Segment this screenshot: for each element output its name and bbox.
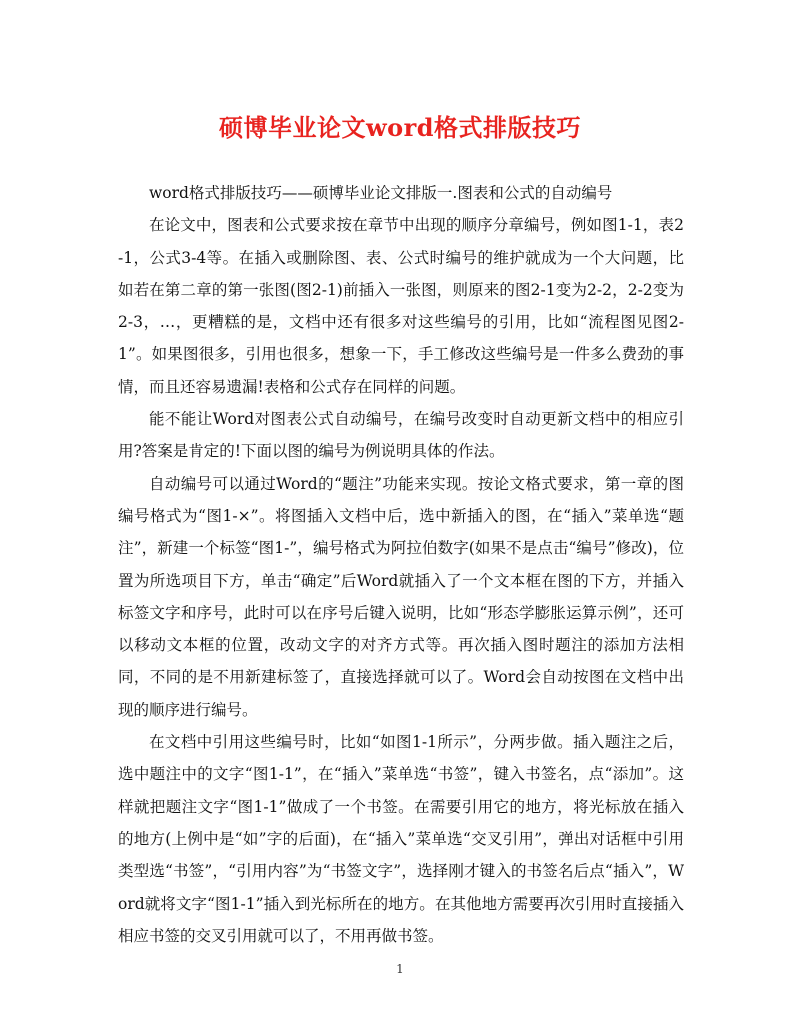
paragraph: 在文档中引用这些编号时，比如“如图1-1所示”，分两步做。插入题注之后，选中题注中的文字“图1-1”，在“插入”菜单选“书签”，键入书签名，点“添加”。这样就把题注文字“图1-1”做成了一个书签。在需要引用它的地方，将光标放在插入的地方(上例中是“如”字的后面)，在“插入”菜单选“交叉引用”，弹出对话框中引用类型选“书签”，“引用内容”为“书签文字”，选择刚才键入的书签名后点“插入”，Word就将文字“图1-1”插入到光标所在的地方。在其他地方需要再次引用时直接插入相应书签的交叉引用就可以了，不用再做书签。 — [118, 733, 684, 945]
paragraph: 自动编号可以通过Word的“题注”功能来实现。按论文格式要求，第一章的图编号格式为“图1-×”。将图插入文档中后，选中新插入的图，在“插入”菜单选“题注”，新建一个标签“图1-”，编号格式为阿拉伯数字(如果不是点击“编号”修改)，位置为所选项目下方，单击“确定”后Word就插入了一个文本框在图的下方，并插入标签文字和序号，此时可以在序号后键入说明，比如“形态学膨胀运算示例”，还可以移动文本框的位置，改动文字的对齐方式等。再次插入图时题注的添加方法相同，不同的是不用新建标签了，直接选择就可以了。Word会自动按图在文档中出现的顺序进行编号。 — [118, 474, 684, 719]
document-title: 硕博毕业论文word格式排版技巧 — [218, 113, 582, 142]
document-body — [118, 177, 684, 952]
paragraph: 能不能让Word对图表公式自动编号，在编号改变时自动更新文档中的相应引用?答案是肯定的!下面以图的编号为例说明具体的作法。 — [118, 410, 684, 461]
paragraph: 在论文中，图表和公式要求按在章节中出现的顺序分章编号，例如图1-1，表2-1，公式3-4等。在插入或删除图、表、公式时编号的维护就成为一个大问题，比如若在第二章的第一张图(图2-1)前插入一张图，则原来的图2-1变为2-2，2-2变为2-3，…，更糟糕的是，文档中还有很多对这些编号的引用，比如“流程图见图2-1”。如果图很多，引用也很多，想象一下，手工修改这些编号是一件多么费劲的事情，而且还容易遗漏!表格和公式存在同样的问题。 — [118, 216, 684, 396]
paragraph: word格式排版技巧——硕博毕业论文排版一.图表和公式的自动编号 — [149, 184, 613, 202]
page-number: 1 — [396, 962, 404, 976]
